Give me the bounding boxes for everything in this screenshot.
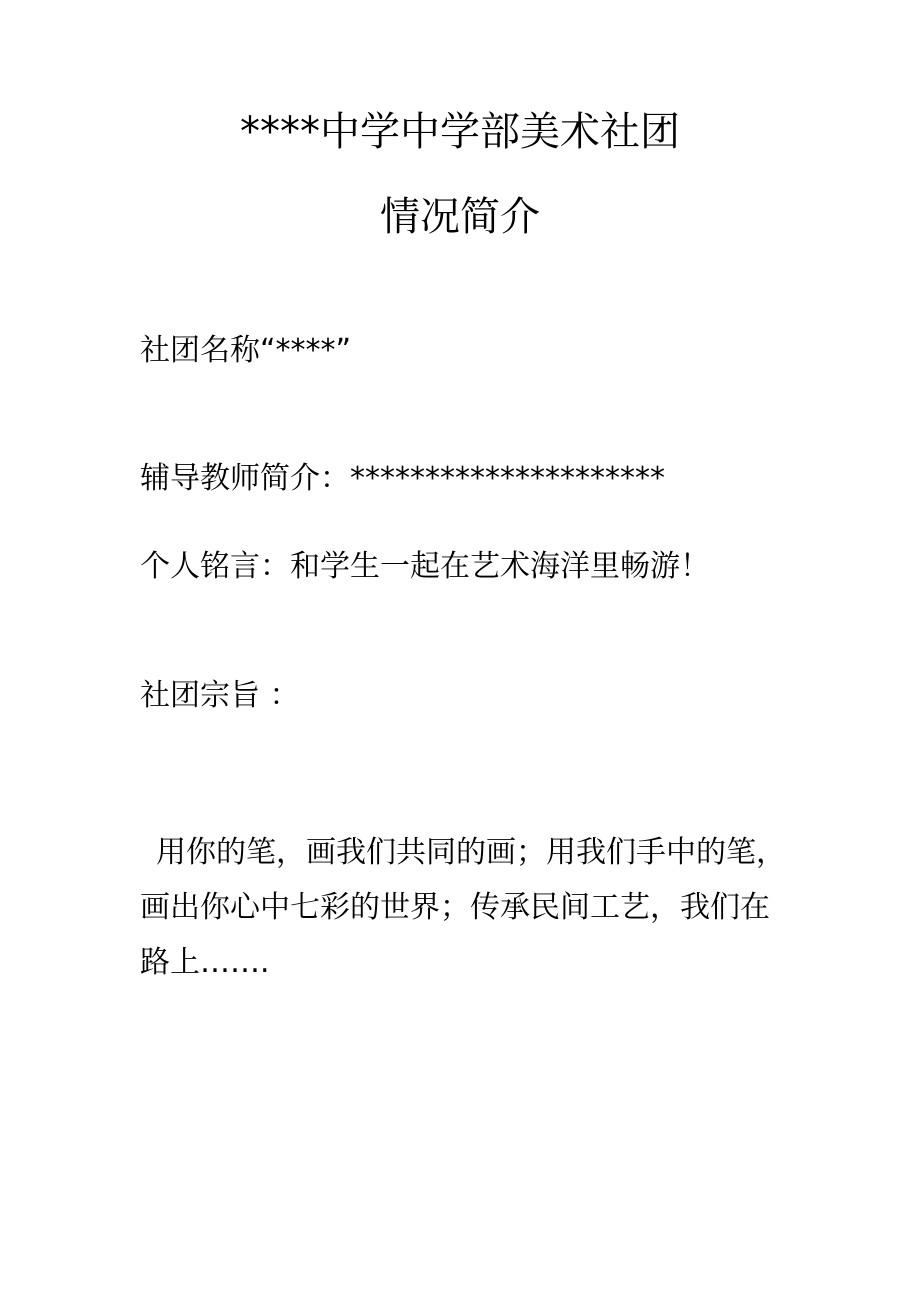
club-name-line: 社团名称“****” (140, 333, 352, 368)
advisor-intro-line: 辅导教师简介：********************* (140, 461, 665, 496)
document-subtitle: 情况简介 (380, 194, 540, 240)
document-title: ****中学中学部美术社团 (240, 109, 680, 155)
purpose-paragraph: 用你的笔，画我们共同的画；用我们手中的笔，画出你心中七彩的世界；传承民间工艺，我们在路上……. (140, 835, 786, 980)
purpose-label: 社团宗旨 ： (140, 678, 300, 713)
motto-line: 个人铭言：和学生一起在艺术海洋里畅游！ (140, 549, 710, 584)
